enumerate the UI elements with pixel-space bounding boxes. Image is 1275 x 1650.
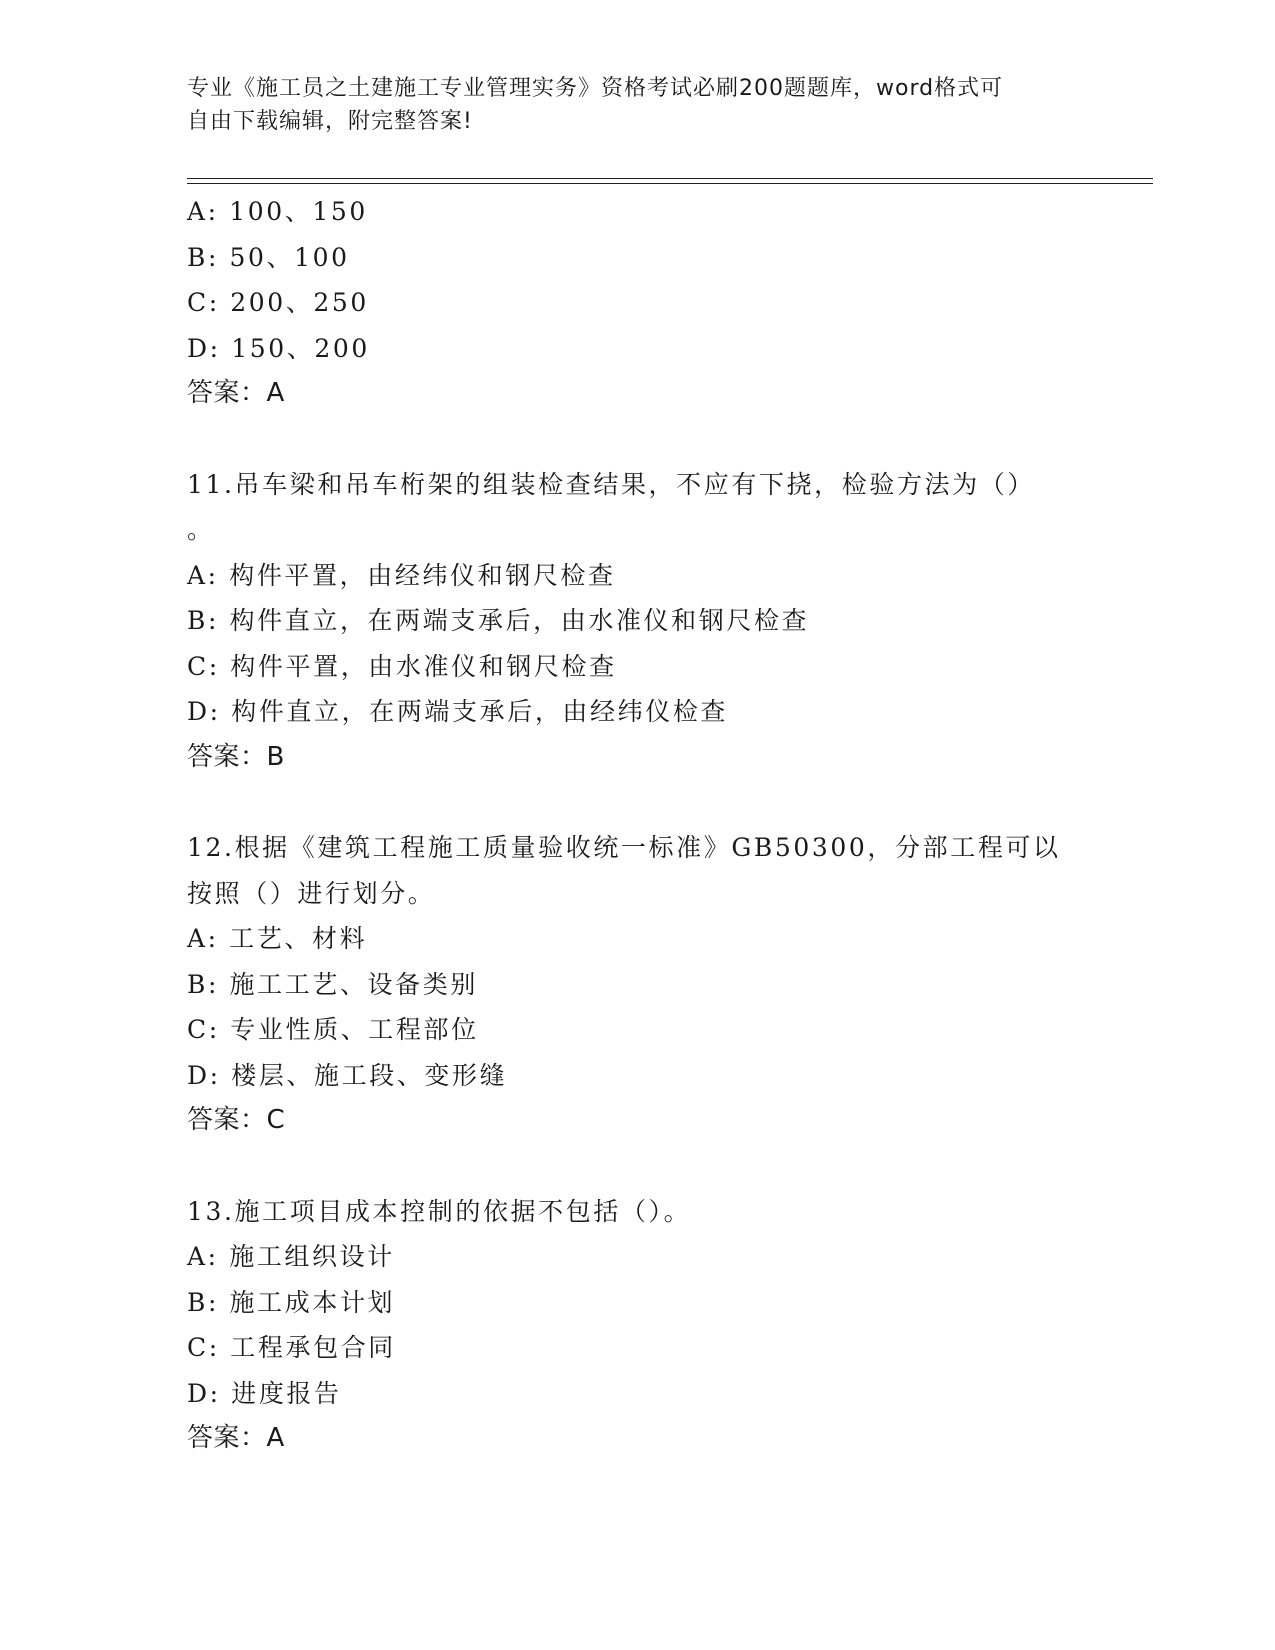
option-a: A: 施工组织设计 [187, 1242, 395, 1271]
question-list [187, 189, 1087, 1462]
answer: 答案：A [187, 378, 285, 408]
answer: 答案：C [187, 1105, 286, 1135]
option-a: A: 工艺、材料 [187, 924, 368, 953]
option-a: A: 100、150 [187, 197, 368, 226]
question-stem: 12.根据《建筑工程施工质量验收统一标准》GB50300，分部工程可以 [187, 833, 1061, 862]
option-d: D: 150、200 [187, 333, 370, 363]
option-d: D: 构件直立，在两端支承后，由经纬仪检查 [187, 697, 729, 726]
question-11 [187, 462, 1087, 781]
answer: 答案：A [187, 1423, 285, 1453]
option-a: A: 构件平置，由经纬仪和钢尺检查 [187, 560, 616, 590]
question-stem: 13.施工项目成本控制的依据不包括（）。 [187, 1196, 692, 1226]
question-10 [187, 189, 1087, 417]
option-c: C: 工程承包合同 [187, 1333, 396, 1362]
option-b: B: 构件直立，在两端支承后，由水准仪和钢尺检查 [187, 606, 810, 635]
option-b: B: 施工工艺、设备类别 [187, 969, 478, 999]
option-c: C: 专业性质、工程部位 [187, 1015, 479, 1044]
question-spacer [187, 1144, 1087, 1189]
option-d: D: 楼层、施工段、变形缝 [187, 1060, 508, 1090]
question-stem-continuation: 按照（）进行划分。 [187, 878, 436, 908]
question-12 [187, 825, 1087, 1144]
question-stem-continuation: 。 [187, 515, 215, 544]
question-spacer [187, 780, 1087, 825]
option-b: B: 施工成本计划 [187, 1287, 396, 1317]
document-header [187, 72, 1067, 138]
question-13 [187, 1189, 1087, 1462]
answer: 答案：B [187, 741, 285, 772]
question-stem: 11.吊车梁和吊车桁架的组装检查结果，不应有下挠，检验方法为（） [187, 469, 1035, 499]
header-title-line-1: 专业《施工员之土建施工专业管理实务》资格考试必刷200题题库，word格式可 [187, 76, 1004, 101]
option-b: B: 50、100 [187, 242, 350, 272]
option-c: C: 构件平置，由水准仪和钢尺检查 [187, 651, 617, 681]
option-d: D: 进度报告 [187, 1378, 342, 1408]
header-divider-bottom [187, 183, 1153, 184]
header-divider-top [187, 178, 1153, 179]
question-spacer [187, 417, 1087, 462]
option-c: C: 200、250 [187, 288, 369, 317]
header-title-line-2: 自由下载编辑，附完整答案! [187, 109, 473, 134]
